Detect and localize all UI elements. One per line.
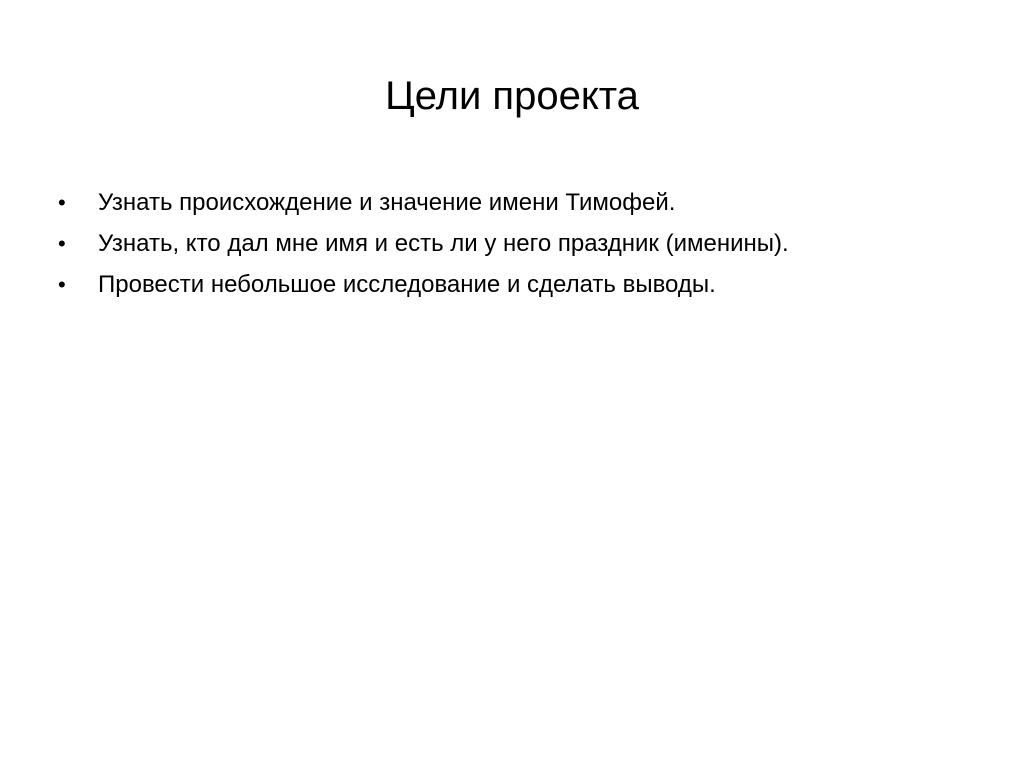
- list-item: [58, 182, 978, 223]
- list-item: [58, 264, 978, 305]
- bullet-list: [58, 182, 978, 305]
- list-item-text: Узнать, кто дал мне имя и есть ли у него праздник (именины).: [98, 230, 789, 257]
- slide-title: Цели проекта: [385, 74, 639, 118]
- bullet-icon: •: [58, 272, 66, 297]
- list-item-text: Узнать происхождение и значение имени Тимофей.: [98, 189, 676, 216]
- bullet-icon: •: [58, 190, 66, 215]
- list-item-text: Провести небольшое исследование и сделать выводы.: [98, 271, 716, 298]
- bullet-icon: •: [58, 231, 66, 256]
- list-item: [58, 223, 978, 264]
